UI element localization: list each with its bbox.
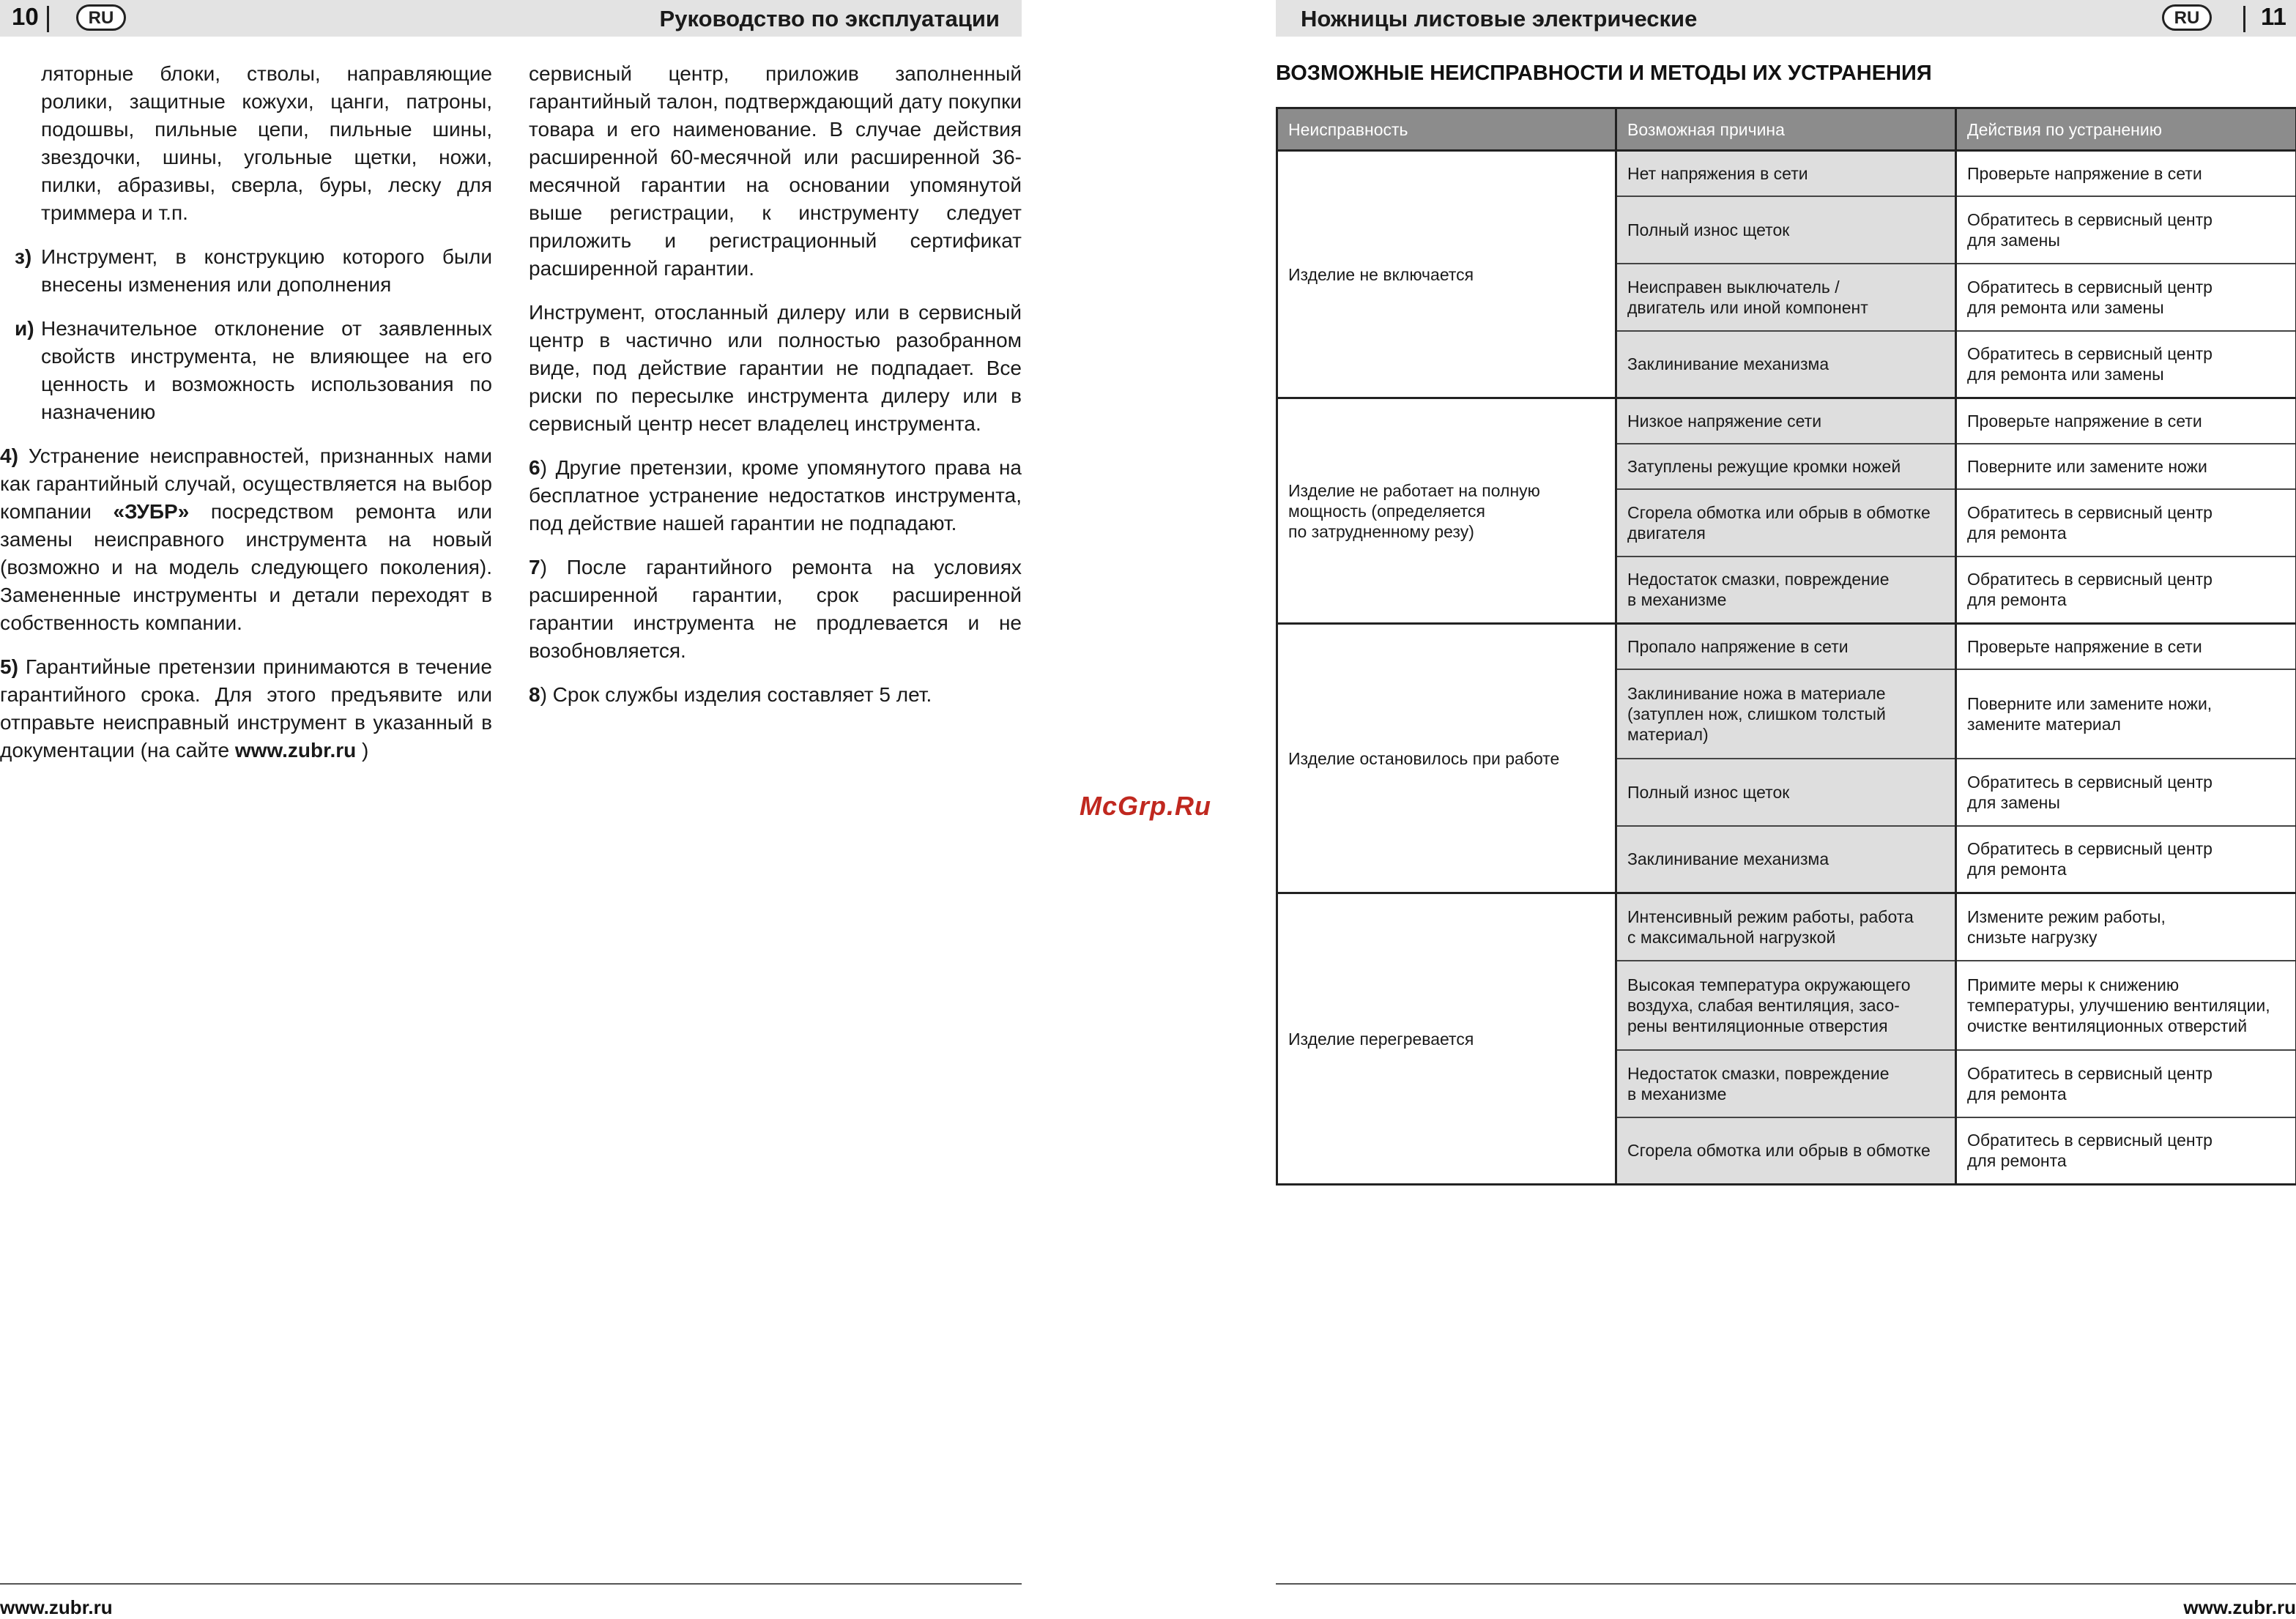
header-divider: [2243, 6, 2245, 32]
paragraph-text: посредством ремонта или замены неисправного инструмента на новый (возможно и на модель следующего поколения). Замененные инструменты и детали переходят в собственность компании.: [0, 500, 492, 634]
action-cell: Обратитесь в сервисный центр для ремонта или замены: [1956, 264, 2296, 331]
action-cell: Проверьте напряжение в сети: [1956, 151, 2296, 196]
action-cell: Обратитесь в сервисный центр для ремонта: [1956, 557, 2296, 624]
action-cell: Измените режим работы, снизьте нагрузку: [1956, 893, 2296, 961]
paragraph-text: ) Другие претензии, кроме упомянутого права на бесплатное устранение недостатков инструмента, под действие нашей гарантии не подпадают.: [529, 456, 1022, 535]
table-row: [1277, 893, 2296, 961]
paragraph-number: 7: [529, 556, 540, 578]
paragraph-service-center: сервисный центр, приложив заполненный гарантийный талон, подтверждающий дату покупки товара и его наименование. В случае действия расширенной 60-месячной или расширенной 36-месячной гарантии на основании упомянутой выше регистрации, к инструменту следует приложить и регистрационный сертификат расширенной гарантии.: [529, 60, 1022, 283]
website-link[interactable]: www.zubr.ru: [235, 739, 356, 762]
cause-cell: Затуплены режущие кромки ножей: [1616, 444, 1956, 489]
action-cell: Обратитесь в сервисный центр для ремонта: [1956, 489, 2296, 557]
table-body: [1277, 151, 2296, 1185]
brand-name: «ЗУБР»: [113, 500, 189, 523]
action-cell: Обратитесь в сервисный центр для ремонта или замены: [1956, 331, 2296, 398]
cause-cell: Интенсивный режим работы, работа с максимальной нагрузкой: [1616, 893, 1956, 961]
right-page-number: 11: [2261, 3, 2286, 31]
left-page-header: [0, 0, 1022, 37]
right-page-header: [1276, 0, 2296, 37]
action-cell: Поверните или замените ножи, замените материал: [1956, 669, 2296, 759]
paragraph-disassembled: Инструмент, отосланный дилеру или в сервисный центр в частично или полностью разобранном виде, под действие гарантии не подпадает. Все риски по пересылке инструмента дилеру или в сервисный центр несет владелец инструмента.: [529, 299, 1022, 438]
table-row: [1277, 151, 2296, 196]
list-label: и): [15, 315, 34, 343]
cause-cell: Заклинивание ножа в материале (затуплен нож, слишком толстый материал): [1616, 669, 1956, 759]
paragraph-text: Устранение неисправностей, признанных нами как гарантийный случай, осуществляется на выбор компании: [0, 444, 492, 523]
paragraph-text: ) После гарантийного ремонта на условиях расширенной гарантии, срок расширенной гарантии инструмента не продлевается и не возобновляется.: [529, 556, 1022, 662]
right-footer-url[interactable]: www.zubr.ru: [2183, 1596, 2296, 1619]
paragraph-6: [529, 454, 1022, 537]
footer-rule: [1276, 1583, 2296, 1585]
left-column-1: [0, 60, 492, 781]
paragraph-8: [529, 681, 1022, 709]
list-label: з): [15, 243, 31, 271]
cause-cell: Пропало напряжение в сети: [1616, 624, 1956, 669]
list-text: Незначительное отклонение от заявленных свойств инструмента, не влияющее на его ценность и возможность использования по назначению: [41, 317, 492, 423]
list-item-i: [0, 315, 492, 426]
paragraph-number: 8: [529, 683, 540, 706]
watermark: McGrp.Ru: [1080, 791, 1211, 822]
action-cell: Примите меры к снижению температуры, улучшению вентиляции, очистке вентиляционных отверстий: [1956, 961, 2296, 1050]
action-cell: Обратитесь в сервисный центр для замены: [1956, 759, 2296, 826]
paragraph-number: 6: [529, 456, 540, 479]
left-footer-url[interactable]: www.zubr.ru: [0, 1596, 113, 1619]
cause-cell: Полный износ щеток: [1616, 196, 1956, 264]
paragraph-text: Гарантийные претензии принимаются в течение гарантийного срока. Для этого предъявите или отправьте неисправный инструмент в указанный в документации (на сайте: [0, 655, 492, 762]
cause-cell: Сгорела обмотка или обрыв в обмотке: [1616, 1117, 1956, 1185]
paragraph-5: [0, 653, 492, 764]
column-header-cause: Возможная причина: [1616, 108, 1956, 151]
language-badge: RU: [76, 4, 126, 31]
warranty-exclusion-list: ляторные блоки, стволы, направляющие ролики, защитные кожухи, цанги, патроны, подошвы, пильные цепи, пильные шины, звездочки, шины, угольные щетки, ножи, пилки, абразивы, сверла, буры, леску для триммера и т.п.: [0, 60, 492, 227]
section-title: ВОЗМОЖНЫЕ НЕИСПРАВНОСТИ И МЕТОДЫ ИХ УСТРАНЕНИЯ: [1276, 62, 1932, 86]
left-column-2: [529, 60, 1022, 725]
language-badge: RU: [2162, 4, 2212, 31]
cause-cell: Недостаток смазки, повреждение в механизме: [1616, 1050, 1956, 1117]
header-divider: [47, 6, 49, 32]
fault-cell: Изделие не включается: [1277, 151, 1616, 398]
paragraph-text: ) Срок службы изделия составляет 5 лет.: [540, 683, 932, 706]
list-item-z: [0, 243, 492, 299]
cause-cell: Высокая температура окружающего воздуха, слабая вентиляция, засо- рены вентиляционные отверстия: [1616, 961, 1956, 1050]
list-text: Инструмент, в конструкцию которого были внесены изменения или дополнения: [41, 245, 492, 296]
fault-cell: Изделие перегревается: [1277, 893, 1616, 1185]
paragraph-4: [0, 442, 492, 637]
paragraph-7: [529, 554, 1022, 665]
cause-cell: Нет напряжения в сети: [1616, 151, 1956, 196]
table-row: [1277, 624, 2296, 669]
action-cell: Обратитесь в сервисный центр для замены: [1956, 196, 2296, 264]
footer-rule: [0, 1583, 1022, 1585]
cause-cell: Неисправен выключатель / двигатель или иной компонент: [1616, 264, 1956, 331]
paragraph-text: ): [356, 739, 368, 762]
action-cell: Проверьте напряжение в сети: [1956, 398, 2296, 444]
action-cell: Обратитесь в сервисный центр для ремонта: [1956, 1117, 2296, 1185]
cause-cell: Низкое напряжение сети: [1616, 398, 1956, 444]
table-row: [1277, 398, 2296, 444]
paragraph-number: 4): [0, 444, 18, 467]
table-header-row: [1277, 108, 2296, 151]
troubleshooting-table: [1276, 107, 2296, 1186]
left-header-title: Руководство по эксплуатации: [660, 6, 1000, 32]
cause-cell: Заклинивание механизма: [1616, 331, 1956, 398]
fault-cell: Изделие не работает на полную мощность (определяется по затрудненному резу): [1277, 398, 1616, 624]
paragraph-number: 5): [0, 655, 18, 678]
cause-cell: Недостаток смазки, повреждение в механизме: [1616, 557, 1956, 624]
column-header-action: Действия по устранению: [1956, 108, 2296, 151]
action-cell: Поверните или замените ножи: [1956, 444, 2296, 489]
column-header-fault: Неисправность: [1277, 108, 1616, 151]
fault-cell: Изделие остановилось при работе: [1277, 624, 1616, 893]
action-cell: Обратитесь в сервисный центр для ремонта: [1956, 826, 2296, 893]
right-header-title: Ножницы листовые электрические: [1301, 6, 1697, 32]
left-page-number: 10: [12, 3, 39, 31]
cause-cell: Полный износ щеток: [1616, 759, 1956, 826]
cause-cell: Сгорела обмотка или обрыв в обмотке двигателя: [1616, 489, 1956, 557]
action-cell: Обратитесь в сервисный центр для ремонта: [1956, 1050, 2296, 1117]
cause-cell: Заклинивание механизма: [1616, 826, 1956, 893]
action-cell: Проверьте напряжение в сети: [1956, 624, 2296, 669]
